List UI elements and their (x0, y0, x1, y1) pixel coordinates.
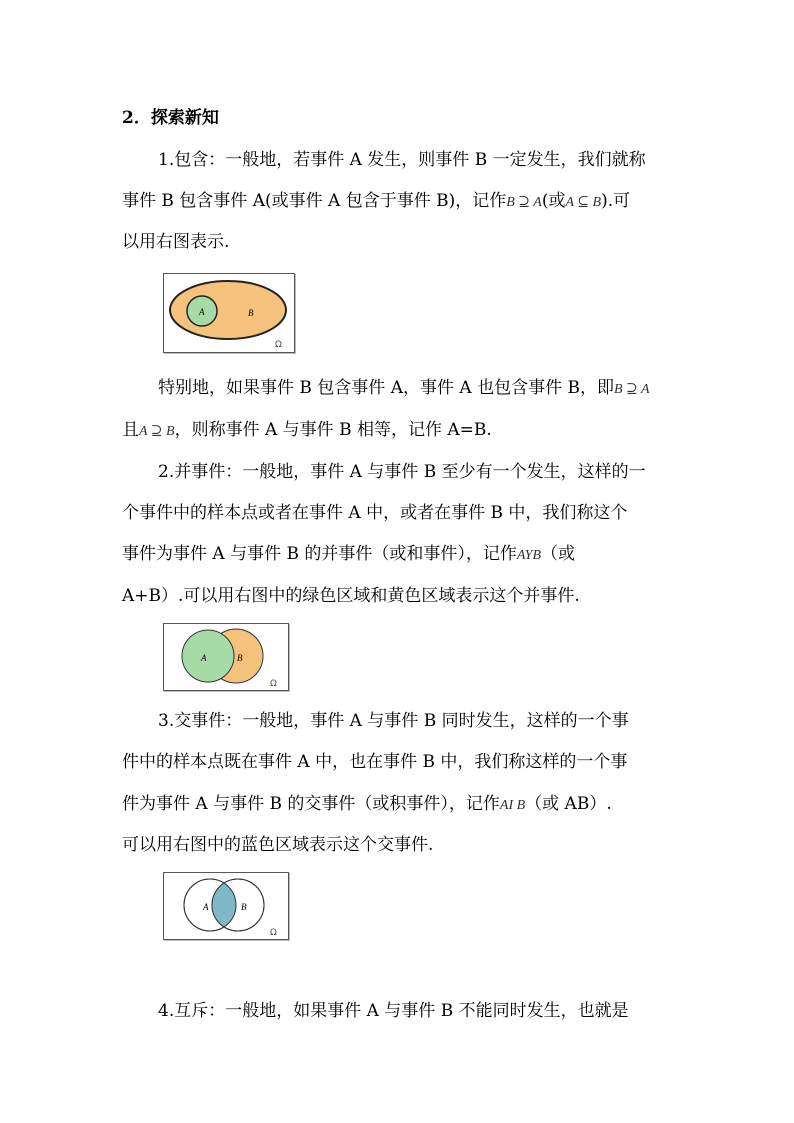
p3-math-union: AYB (516, 548, 542, 563)
label-b: B (241, 902, 247, 912)
p1-line2 (122, 193, 630, 210)
label-a: A (199, 307, 205, 317)
p4-line4: 可以用右图中的蓝色区域表示这个交事件. (122, 835, 434, 855)
p3-line3 (122, 546, 575, 563)
p4-line3 (122, 796, 612, 813)
p4-line3-text: 件为事件 A 与事件 B 的交事件（或积事件），记作 (122, 794, 500, 814)
p3-line3-text-b: （或 (541, 544, 576, 564)
p2-line2 (122, 422, 492, 439)
p4-line1: 3.交事件：一般地，事件 A 与事件 B 同时发生，这样的一个事 (158, 711, 629, 731)
p4-line3-text-b: （或 AB）. (525, 794, 612, 814)
p1-line1: 1.包含：一般地，若事件 A 发生，则事件 B 一定发生，我们就称 (158, 150, 646, 170)
p4-math-intersection: AI B (499, 798, 526, 813)
label-b: B (248, 308, 254, 318)
omega-label: Ω (275, 340, 282, 350)
p2-math-superset-b: A ⊇ B (139, 424, 175, 439)
inclusion-venn-figure (163, 273, 295, 353)
p2-math-superset: B ⊇ A (613, 382, 650, 397)
union-venn-figure (163, 623, 289, 691)
event-a-circle (182, 630, 234, 682)
label-a: A (203, 902, 209, 912)
label-b: B (237, 653, 243, 663)
p1-line2-text-b: (或 (541, 191, 566, 211)
omega-label: Ω (270, 679, 277, 689)
p3-line3-text: 事件为事件 A 与事件 B 的并事件（或和事件），记作 (122, 544, 517, 564)
p3-line1: 2.并事件：一般地，事件 A 与事件 B 至少有一个发生，这样的一 (158, 462, 646, 482)
p2-line1-text: 特别地，如果事件 B 包含事件 A，事件 A 也包含事件 B，即 (158, 378, 614, 398)
label-a: A (201, 653, 207, 663)
p2-line1 (158, 380, 650, 397)
p2-line2-text-b: ，则称事件 A 与事件 B 相等，记作 A=B. (174, 420, 492, 440)
p3-line2: 个事件中的样本点或者在事件 A 中，或者在事件 B 中，我们称这个 (122, 503, 628, 523)
p1-line2-text: 事件 B 包含事件 A(或事件 A 包含于事件 B)，记作 (122, 191, 507, 211)
p1-math-superset: B ⊇ A (506, 195, 542, 210)
p1-math-subset: A ⊆ B (565, 195, 602, 210)
section-heading: 2．探索新知 (122, 108, 219, 128)
intersection-venn-figure (163, 872, 289, 940)
p1-line3: 以用右图表示. (122, 232, 230, 252)
p3-line4: A+B）.可以用右图中的绿色区域和黄色区域表示这个并事件. (122, 586, 580, 606)
p5-line1: 4.互斥：一般地，如果事件 A 与事件 B 不能同时发生，也就是 (158, 1001, 629, 1021)
omega-label: Ω (270, 928, 277, 938)
p4-line2: 件中的样本点既在事件 A 中，也在事件 B 中，我们称这样的一个事 (122, 752, 628, 772)
p2-line2-text: 且 (122, 420, 139, 440)
p1-line2-text-c: ).可 (601, 191, 631, 211)
